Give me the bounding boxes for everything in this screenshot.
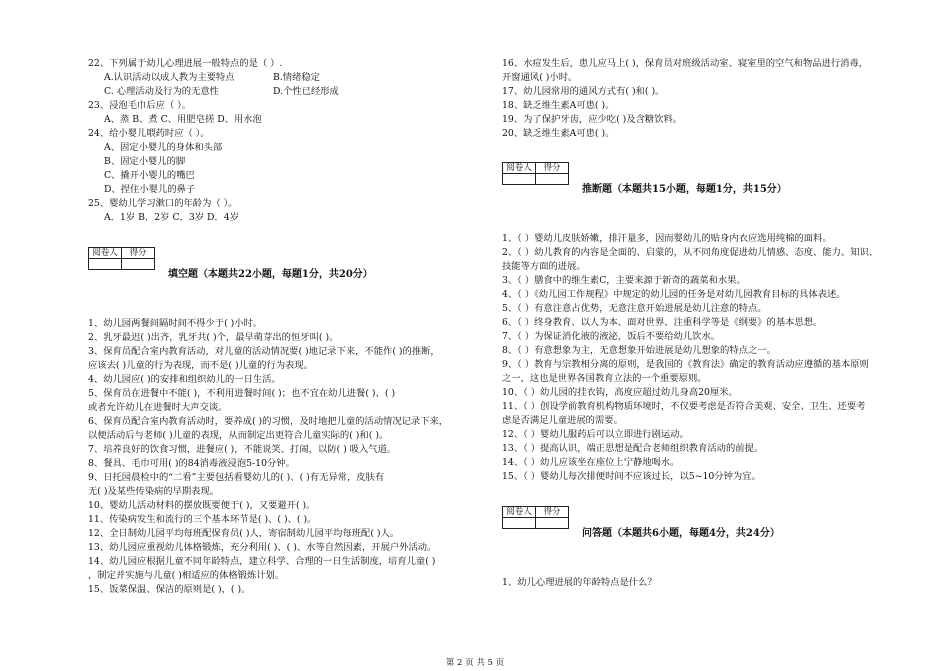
question-24: 24、给小婴儿喂药时应（ ）。 (88, 128, 210, 139)
question-24-option-d: D、捏住小婴儿的鼻子 (104, 184, 196, 195)
question-23-options: A、蒸 B、煮 C、用肥皂搓 D、用水泡 (104, 114, 262, 125)
fill-line: 10、婴幼儿活动材料的摆放既要便于( )，又要避开( )。 (88, 500, 316, 511)
fill-line: 16、水痘发生后，患儿应马上( )，保育员对班级活动室、寝室里的空气和物品进行消毒， (502, 58, 869, 69)
fill-line: 18、缺乏维生素A可患( )。 (502, 100, 615, 111)
score-box-score-cell[interactable] (536, 518, 569, 529)
fill-line: 5、保育员在进餐中不能( )，不利用进餐时间( )；也不宜在幼儿进餐( )、( ) (88, 388, 396, 399)
question-24-option-c: C、撬开小婴儿的嘴巴 (104, 170, 195, 181)
judge-line: 10、（ ）幼儿园的挂衣钩，高度应超过幼儿身高20厘米。 (502, 387, 738, 398)
fill-line: 17、幼儿园常用的通风方式有( )和( )。 (502, 86, 665, 97)
judge-line: 之一，这也是世界各国教育立法的一个重要原则。 (502, 373, 707, 384)
section-title-qa: 问答题（本题共6小题，每题4分，共24分） (582, 528, 780, 539)
judge-line: 2、（ ）幼儿教育的内容是全面的、启蒙的，从不同角度促进幼儿情感、态度、能力、知识、 (502, 247, 879, 258)
judge-line: 13、（ ）提高认识，端正思想是配合老师组织教育活动的前提。 (502, 443, 764, 454)
fill-line: 1、幼儿园两餐间隔时间不得少于( )小时。 (88, 318, 263, 329)
fill-line: 开窗通风( )小时。 (502, 72, 578, 83)
judge-line: 11、（ ）创设学前教育机构物质环境时，不仅要考虑是否符合美观、安全、卫生、还要考 (502, 401, 866, 412)
fill-line: 9、日托园晨检中的“二看”主要包括看婴幼儿的( )、( )有无异常，皮肤有 (88, 472, 385, 483)
fill-line: 3、保育员配合室内教育活动，对儿童的活动情况要( )地记录下来，不能作( )的推断， (88, 346, 440, 357)
question-24-option-b: B、固定小婴儿的脚 (104, 156, 186, 167)
fill-line: 以便活动后与老师( )儿童的表现，从而制定出更符合儿童实际的( )和( )。 (88, 430, 389, 441)
section-title-judgement: 推断题（本题共15小题，每题1分，共15分） (582, 184, 787, 195)
score-box-grader-cell[interactable] (89, 259, 122, 270)
question-22-option-c: C. 心理活动及行为的无意性 (104, 86, 219, 97)
question-22: 22、下列属于幼儿心理进展一般特点的是（ ）. (88, 58, 283, 69)
fill-line: 12、全日制幼儿园平均每班配保育员( )人，寄宿制幼儿园平均每班配( )人。 (88, 528, 400, 539)
qa-line: 1、幼儿心理进展的年龄特点是什么？ (502, 577, 657, 588)
score-box-grader-label: 阅卷人 (503, 163, 536, 174)
score-box-score-label: 得分 (536, 163, 569, 174)
score-box-score-label: 得分 (536, 507, 569, 518)
score-box-score-cell[interactable] (536, 174, 569, 185)
fill-line: 无( )及某些传染病的早期表现。 (88, 486, 220, 497)
score-box (502, 162, 569, 185)
question-25: 25、婴幼儿学习漱口的年龄为（ ）。 (88, 198, 238, 209)
judge-line: 6、（ ）终身教育、以人为本、面对世界、注重科学等是《纲要》的基本思想。 (502, 317, 823, 328)
score-box-grader-label: 阅卷人 (89, 248, 122, 259)
judge-line: 4、（ ）《幼儿园工作规程》中规定的幼儿园的任务是对幼儿园教育目标的具体表述。 (502, 289, 846, 300)
fill-line: 11、传染病发生和流行的三个基本环节是( )、( )、( )。 (88, 514, 317, 525)
section-title-fill-in: 填空题（本题共22小题，每题1分，共20分） (168, 269, 373, 280)
question-22-option-b: B.情绪稳定 (273, 72, 320, 83)
score-box-grader-cell[interactable] (503, 518, 536, 529)
judge-line: 12、（ ）婴幼儿服药后可以立即进行剧运动。 (502, 429, 689, 440)
judge-line: 15、（ ）婴幼儿每次排便时间不应该过长，以5~10分钟为宜。 (502, 471, 761, 482)
fill-line: 2、乳牙最迟( )出齐，乳牙共( )个，最早萌芽出的恒牙叫( )。 (88, 332, 339, 343)
judge-line: 1、（ ）婴幼儿皮肤娇嫩，排汗量多，因而婴幼儿的贴身内衣应选用纯棉的面料。 (502, 233, 832, 244)
judge-line: 8、（ ）有意想象为主，无意想象开始进展是幼儿想象的特点之一。 (502, 345, 776, 356)
score-box-grader-cell[interactable] (503, 174, 536, 185)
fill-line: 4、幼儿园应( )的安排和组织幼儿的一日生活。 (88, 374, 281, 385)
score-box-grader-label: 阅卷人 (503, 507, 536, 518)
score-box (502, 506, 569, 529)
judge-line: 14、（ ）幼儿应该坐在座位上宁静地喝水。 (502, 457, 680, 468)
fill-line: 13、幼儿园应重视幼儿体格锻炼，充分利用( )、( )、水等自然因素，开展户外活动。 (88, 542, 437, 553)
fill-line: 8、餐具、毛巾可用( )的84消毒液浸泡5-10分钟。 (88, 458, 295, 469)
page-footer: 第 2 页 共 5 页 (445, 658, 505, 668)
question-24-option-a: A、固定小婴儿的身体和头部 (104, 142, 223, 153)
judge-line: 3、（ ）膳食中的维生素C，主要来源于新奇的蔬菜和水果。 (502, 275, 746, 286)
score-box-score-cell[interactable] (122, 259, 155, 270)
fill-line: 14、幼儿园应根据儿童不同年龄特点，建立科学、合理的一日生活制度，培育儿童( ) (88, 556, 436, 567)
score-box (88, 247, 155, 270)
question-22-option-d: D.个性已经形成 (273, 86, 339, 97)
score-box-score-label: 得分 (122, 248, 155, 259)
judge-line: 9、（ ）教育与宗教相分离的原则，是我国的《教育法》确定的教育活动应遵循的基本原则 (502, 359, 869, 370)
question-25-options: A．1岁 B．2岁 C．3岁 D．4岁 (104, 212, 240, 223)
fill-line: 或者允许幼儿在进餐时大声交谈。 (88, 402, 228, 413)
fill-line: 19、为了保护牙齿，应少吃( )及含糖饮料。 (502, 114, 683, 125)
fill-line: ，制定并实施与儿童( )相适应的体格锻炼计划。 (88, 570, 285, 581)
judge-line: 5、（ ）有意注意占优势，无意注意开始进展是幼儿注意的特点。 (502, 303, 767, 314)
judge-line: 7、（ ）为保证消化液的液泌，饭后不要给幼儿饮水。 (502, 331, 721, 342)
fill-line: 15、饭菜保温、保洁的原则是( )，( )。 (88, 584, 251, 595)
judge-line: 技能等方面的进展。 (502, 261, 586, 272)
fill-line: 6、保育员配合室内教育活动时，要养成( )的习惯，及时地把儿童的活动情况记录下来， (88, 416, 449, 427)
judge-line: 虑是否满足儿童进展的需要。 (502, 415, 623, 426)
fill-line: 7、培养良好的饮食习惯，进餐应( )，不能说笑、打闹，以防( ) 吸入气道。 (88, 444, 397, 455)
question-23: 23、浸泡毛巾后应（ ）。 (88, 100, 192, 111)
question-22-option-a: A.认识活动以成人教为主要特点 (104, 72, 235, 83)
fill-line: 应该去( )儿童的行为表现，而不是( )儿童的行为表现。 (88, 360, 313, 371)
fill-line: 20、缺乏维生素A可患( )。 (502, 128, 615, 139)
